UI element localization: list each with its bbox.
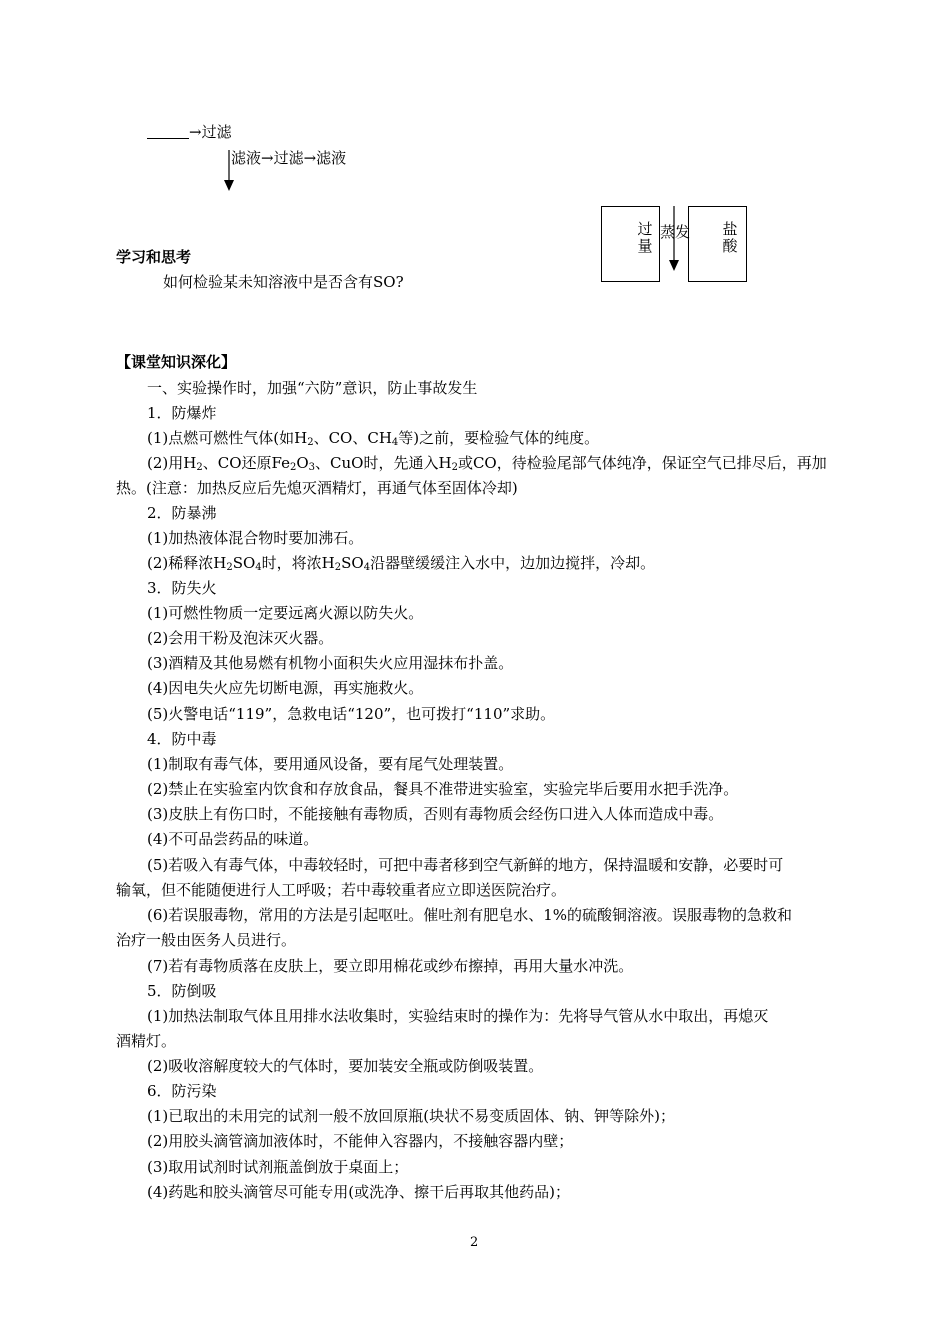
right-box <box>688 206 747 282</box>
flow-down-arrow <box>222 150 236 192</box>
item-s6: 6．防污染 <box>147 1082 217 1100</box>
flow-blank-line <box>147 124 189 139</box>
item-s4-3: (3)皮肤上有伤口时，不能接触有毒物质，否则有毒物质会经伤口进入人体而造成中毒。 <box>147 805 724 823</box>
page-number: 2 <box>470 1235 479 1250</box>
item-s6-1: (1)已取出的未用完的试剂一般不放回原瓶(块状不易变质固体、钠、钾等除外)； <box>147 1107 675 1125</box>
flow-step1: →过滤 <box>147 122 232 142</box>
right-box-label: 盐酸 <box>722 220 738 255</box>
item-s3-4: (4)因电失火应先切断电源，再实施救火。 <box>147 679 424 697</box>
item-s2: 2．防暴沸 <box>147 504 217 522</box>
item-s2-1: (1)加热液体混合物时要加沸石。 <box>147 529 364 547</box>
item-s5-2: (2)吸收溶解度较大的气体时，要加装安全瓶或防倒吸装置。 <box>147 1057 544 1075</box>
middle-label: 蒸发 <box>660 223 691 241</box>
section-intro: 一、实验操作时，加强“六防”意识，防止事故发生 <box>147 379 478 397</box>
left-box <box>601 206 660 282</box>
diagram-down-arrow <box>667 206 681 272</box>
item-s3-1: (1)可燃性物质一定要远离火源以防失火。 <box>147 604 424 622</box>
item-s4-6-cont: 治疗一般由医务人员进行。 <box>116 931 297 949</box>
left-box-label: 过量 <box>637 220 653 255</box>
item-s3-3: (3)酒精及其他易燃有机物小面积失火应用湿抹布扑盖。 <box>147 654 514 672</box>
item-s1-1: (1)点燃可燃性气体(如$H_2$、CO、$CH_4$等)之前，要检验气体的纯度。 <box>147 429 600 448</box>
flow-step2: 滤液→过滤→滤液 <box>231 149 347 167</box>
think-heading: 学习和思考 <box>116 248 192 266</box>
item-s4-6: (6)若误服毒物，常用的方法是引起呕吐。催吐剂有肥皂水、1%的硫酸铜溶液。误服毒物的急救和 <box>147 906 793 924</box>
item-s4-5-cont: 输氧，但不能随便进行人工呼吸；若中毒较重者应立即送医院治疗。 <box>116 881 567 899</box>
item-s2-2: (2)稀释浓$H_2SO_4$时，将浓$H_2SO_4$沿器壁缓缓注入水中，边加边搅拌，冷却。 <box>147 554 656 573</box>
item-s6-3: (3)取用试剂时试剂瓶盖倒放于桌面上； <box>147 1158 409 1176</box>
item-s4-5: (5)若吸入有毒气体，中毒较轻时，可把中毒者移到空气新鲜的地方，保持温暖和安静，必要时可 <box>147 856 784 874</box>
item-s1-2-cont: 热。(注意：加热反应后先熄灭酒精灯，再通气体至固体冷却) <box>116 479 518 497</box>
item-s1: 1．防爆炸 <box>147 404 217 422</box>
item-s4-2: (2)禁止在实验室内饮食和存放食品，餐具不准带进实验室，实验完毕后要用水把手洗净。 <box>147 780 739 798</box>
item-s4-4: (4)不可品尝药品的味道。 <box>147 830 319 848</box>
section-heading: 【课堂知识深化】 <box>116 353 237 371</box>
item-s3: 3．防失火 <box>147 579 217 597</box>
item-s4: 4．防中毒 <box>147 730 217 748</box>
item-s3-2: (2)会用干粉及泡沫灭火器。 <box>147 629 334 647</box>
item-s1-2: (2)用$H_2$、CO还原$Fe_2O_3$、CuO时，先通入$H_2$或CO，待检验尾部气体纯净，保证空气已排尽后，再加 <box>147 454 827 473</box>
item-s4-1: (1)制取有毒气体，要用通风设备，要有尾气处理装置。 <box>147 755 514 773</box>
item-s6-4: (4)药匙和胶头滴管尽可能专用(或洗净、擦干后再取其他药品)； <box>147 1183 570 1201</box>
item-s3-5: (5)火警电话“119”，急救电话“120”，也可拨打“110”求助。 <box>147 705 556 723</box>
think-question: 如何检验某未知溶液中是否含有SO? <box>163 273 404 291</box>
item-s4-7: (7)若有毒物质落在皮肤上，要立即用棉花或纱布擦掉，再用大量水冲洗。 <box>147 957 634 975</box>
item-s5-1-cont: 酒精灯。 <box>116 1032 177 1050</box>
item-s5: 5．防倒吸 <box>147 982 217 1000</box>
item-s6-2: (2)用胶头滴管滴加液体时，不能伸入容器内，不接触容器内壁； <box>147 1132 574 1150</box>
item-s5-1: (1)加热法制取气体且用排水法收集时，实验结束时的操作为：先将导气管从水中取出，再熄灭 <box>147 1007 769 1025</box>
